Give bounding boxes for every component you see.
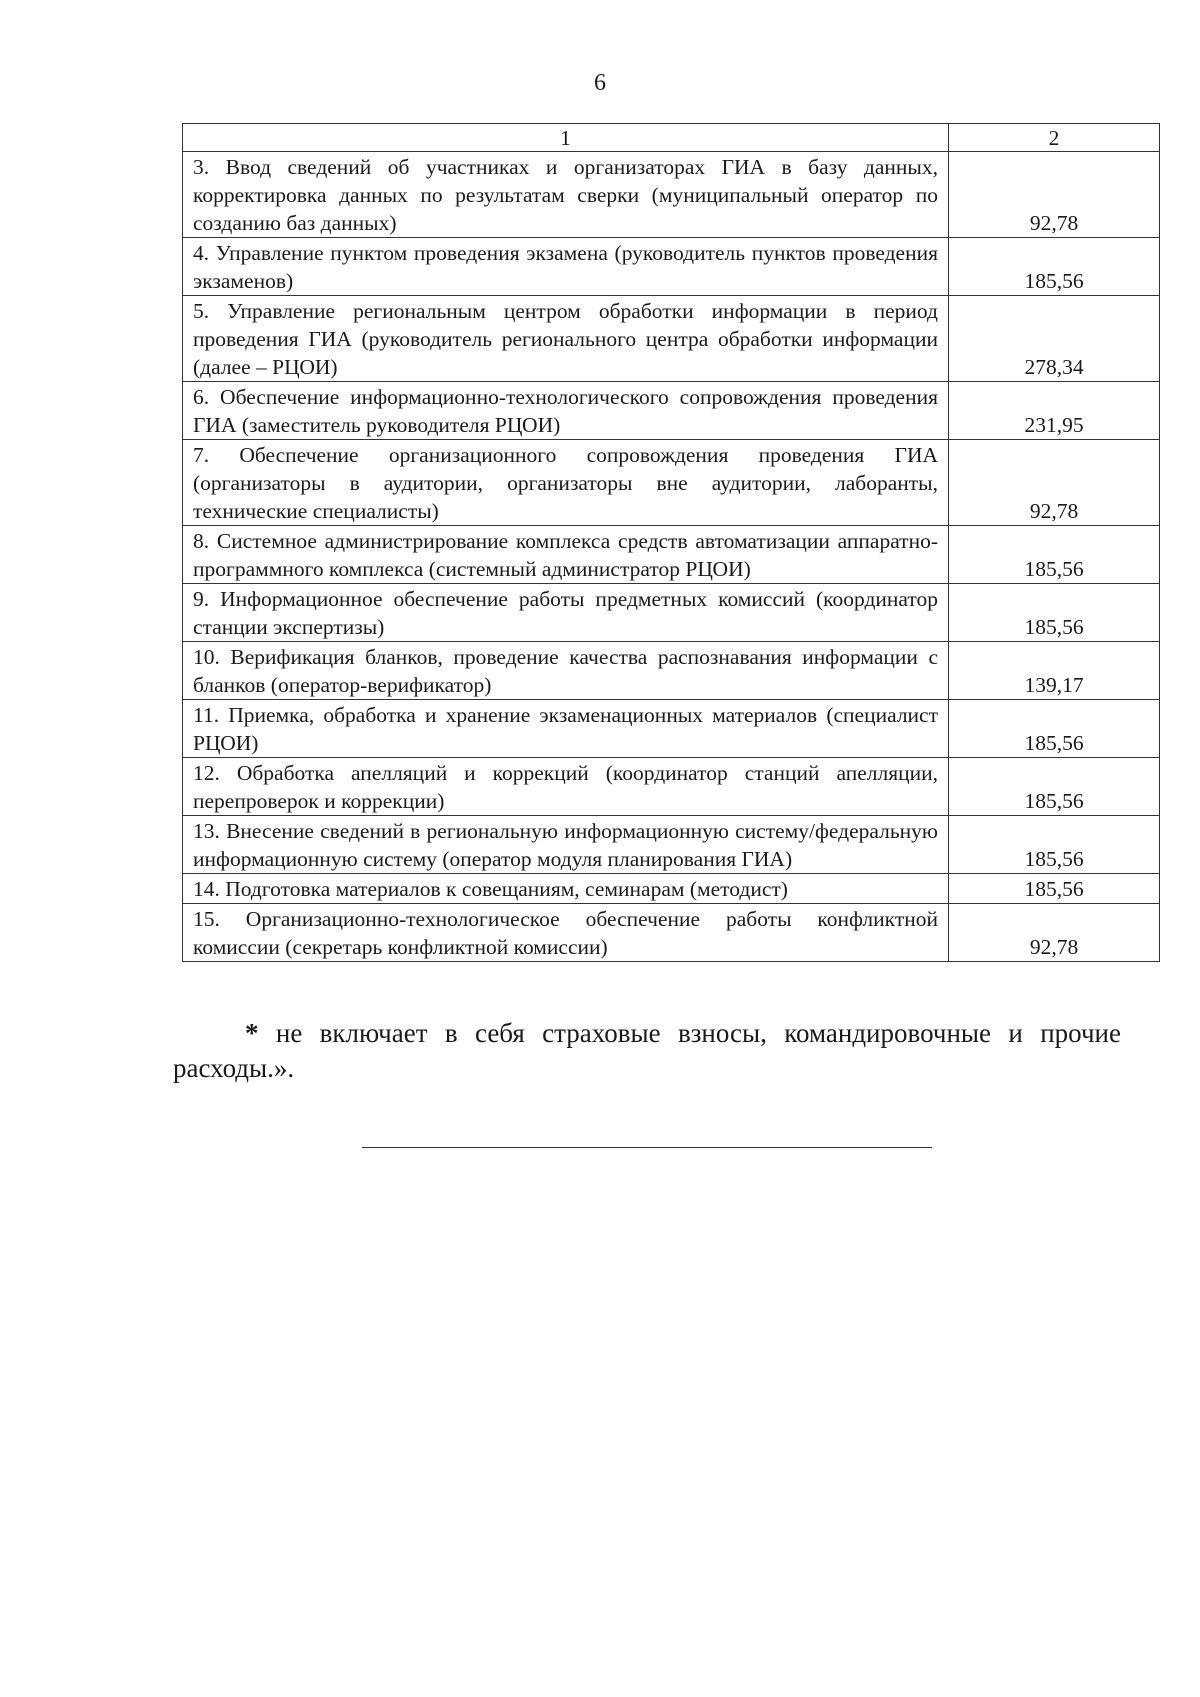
column-header-2: 2	[949, 124, 1160, 152]
row-value: 92,78	[949, 904, 1160, 962]
table-row	[183, 758, 1160, 816]
row-value: 185,56	[949, 758, 1160, 816]
column-header-1: 1	[183, 124, 949, 152]
row-value: 92,78	[949, 152, 1160, 238]
table-row	[183, 296, 1160, 382]
row-value: 92,78	[949, 440, 1160, 526]
table-row	[183, 152, 1160, 238]
table-row	[183, 642, 1160, 700]
table-row	[183, 526, 1160, 584]
row-description: 8. Системное администрирование комплекса средств автоматизации аппаратно-программного комплекса (системный администратор РЦОИ)	[183, 526, 949, 584]
row-description: 12. Обработка апелляций и коррекций (координатор станций апелляции, перепроверок и коррекции)	[183, 758, 949, 816]
row-description: 3. Ввод сведений об участниках и организаторах ГИА в базу данных, корректировка данных по результатам сверки (муниципальный оператор по созданию баз данных)	[183, 152, 949, 238]
table-row	[183, 584, 1160, 642]
payment-table	[182, 123, 1160, 962]
table-row	[183, 904, 1160, 962]
table-row	[183, 874, 1160, 904]
table-row	[183, 382, 1160, 440]
row-value: 185,56	[949, 526, 1160, 584]
row-description: 14. Подготовка материалов к совещаниям, семинарам (методист)	[183, 874, 949, 904]
row-description: 9. Информационное обеспечение работы предметных комиссий (координатор станции экспертизы)	[183, 584, 949, 642]
row-description: 5. Управление региональным центром обработки информации в период проведения ГИА (руководитель регионального центра обработки информации (далее – РЦОИ)	[183, 296, 949, 382]
table-row	[183, 238, 1160, 296]
footnote-marker: *	[245, 1018, 259, 1048]
row-description: 15. Организационно-технологическое обеспечение работы конфликтной комиссии (секретарь конфликтной комиссии)	[183, 904, 949, 962]
table-header-row	[183, 124, 1160, 152]
row-description: 4. Управление пунктом проведения экзамена (руководитель пунктов проведения экзаменов)	[183, 238, 949, 296]
row-value: 278,34	[949, 296, 1160, 382]
row-value: 185,56	[949, 584, 1160, 642]
row-value: 185,56	[949, 874, 1160, 904]
footnote	[173, 1016, 1121, 1086]
row-value: 231,95	[949, 382, 1160, 440]
footnote-text: не включает в себя страховые взносы, командировочные и прочие расходы.».	[173, 1018, 1121, 1083]
row-description: 11. Приемка, обработка и хранение экзаменационных материалов (специалист РЦОИ)	[183, 700, 949, 758]
row-value: 185,56	[949, 238, 1160, 296]
table-row	[183, 700, 1160, 758]
page-number: 6	[594, 70, 606, 96]
table-row	[183, 440, 1160, 526]
table-row	[183, 816, 1160, 874]
row-value: 185,56	[949, 700, 1160, 758]
separator-line	[362, 1147, 932, 1148]
row-description: 7. Обеспечение организационного сопровождения проведения ГИА (организаторы в аудитории, организаторы вне аудитории, лаборанты, технические специалисты)	[183, 440, 949, 526]
row-description: 13. Внесение сведений в региональную информационную систему/федеральную информационную систему (оператор модуля планирования ГИА)	[183, 816, 949, 874]
row-description: 6. Обеспечение информационно-технологического сопровождения проведения ГИА (заместитель руководителя РЦОИ)	[183, 382, 949, 440]
row-value: 185,56	[949, 816, 1160, 874]
row-description: 10. Верификация бланков, проведение качества распознавания информации с бланков (оператор-верификатор)	[183, 642, 949, 700]
row-value: 139,17	[949, 642, 1160, 700]
